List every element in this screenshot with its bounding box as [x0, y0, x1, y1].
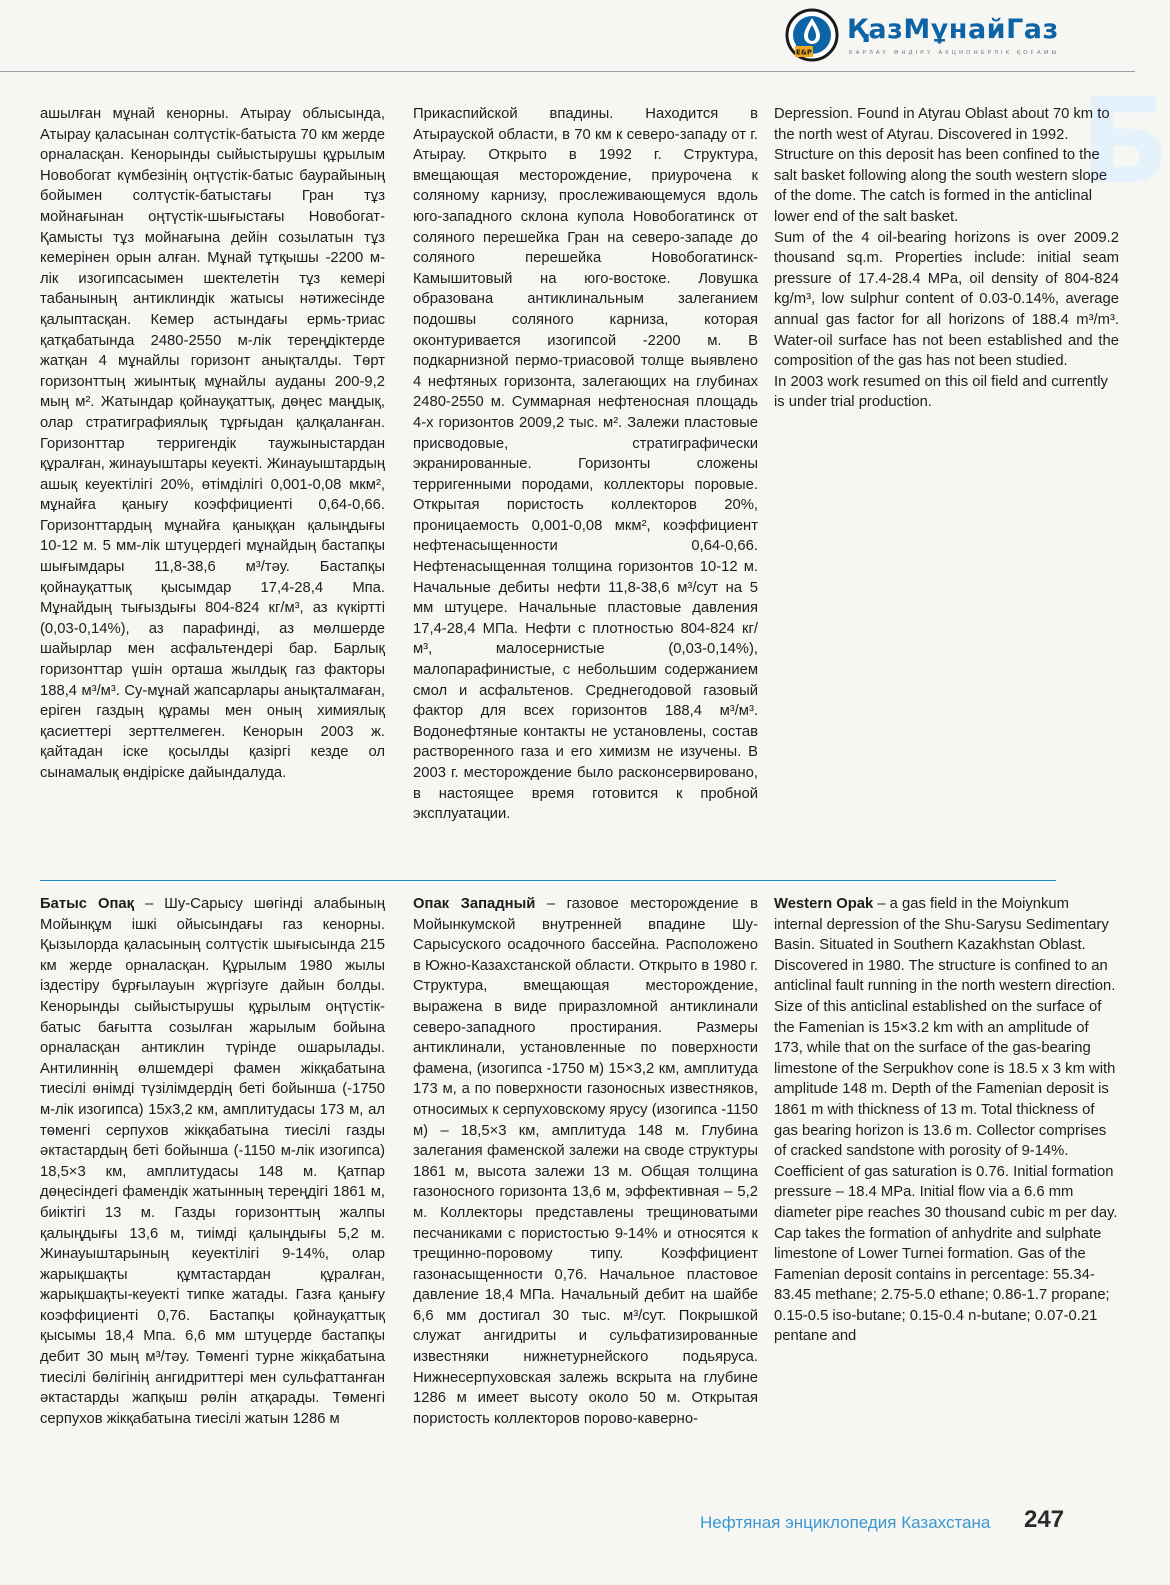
- english-paragraph-2: Sum of the 4 oil-bearing horizons is over 2009.2 thousand sq.m. Properties include: initial seam pressure of 17.4-28.4 MPa, oil density of 804-824 kg/m³, low sulphur content of 0.03-0.14%, average annual gas factor for all horizons of 188.4 m³/m³. Water-oil surface has not been established and the composition of the gas has not been studied.: [774, 229, 1119, 370]
- english-column-top: [774, 104, 1119, 413]
- kazakh-column-bottom: [40, 894, 385, 1429]
- russian-column-bottom: [413, 894, 758, 1429]
- kazakh-paragraph: ашылған мұнай кенорны. Атырау облысында, Атырау қаласынан солтүстік-батыста 70 км жерде орналасқан. Кенорынды сыйыстырушы құрылым Новобогат күмбезінің оңтүстік-батыс баурайының бойымен солтүстік-батыстағы Гран тұз мойнағынан оңтүстік-шығыстағы Новобогат-Қамысты тұз мойнағына дейін созылатын тұз кемерінен орын алған. Мұнай тұтқышы -2200 м-лік изогипсасымен шектелетін тұз кемері табанының антиклиндік жатысы нәтижесінде қалыптасқан. Кемер астындағы ермь-триас қатқабатында 2480-2550 м-лік тереңдіктерде жатқан 4 мұнайлы горизонт анықталды. Төрт горизонттың жиынтық мұнайлы ауданы 200-9,2 мың м². Жатындар қойнауқаттық, дөңес маңдық, олар стратиграфиялық тұрғыдан қалқаланған. Горизонттар терригендік таужыныстардан құралған, жинауыштары кеуекті. Жинауыштардың ашық кеуектілігі 20%, өтімділігі 0,001-0,08 мкм², мұнайға қанығу коэффициенті 0,64-0,66. Горизонттардың мұнайға қаныққан қалыңдығы 10-12 м. 5 мм-лік штуцердегі мұнайдың бастапқы шығымдары 11,8-38,6 м³/тәу. Бастапқы қойнауқаттық қысымдар 17,4-28,4 Мпа. Мұнайдың тығыздығы 804-824 кг/м³, аз күкіртті (0,03-0,14%), аз парафинді, аз мөлшерде шайырлар мен асфальтендері бар. Барлық горизонттар үшін орташа жылдық газ факторы 188,4 м³/м³. Су-мұнай жапсарлары анықталмаған, еріген газдың құрамы мен оның химиялық қасиеттері зерттелмеген. Кенорын 2003 ж. қайтадан іске қосылды қазіргі кезде ол сынамалық өндіріске дайындалуда.: [40, 106, 385, 781]
- company-logo: [785, 6, 1070, 68]
- entry-text: – a gas field in the Moiynkum internal depression of the Shu-Sarysu Sedimentary Basin. Situated in Southern Kazakhstan Oblast. Discovered in 1980. The structure is confined to an anticlinal fault running in the north western direction. Size of this anticlinal established on the surface of the Famenian is 15×3.2 km with an amplitude of 173, while that on the surface of the gas-bearing limestone of the Serpukhov cone is 18.5 x 3 km with amplitude 148 m. Depth of the Famenian deposit is 1861 m with thickness of 13 m. Total thickness of gas bearing horizon is 13.6 m. Collector comprises of cracked sandstone with porosity of 9-14%. Coefficient of gas saturation is 0.76. Initial formation pressure – 18.4 MPa. Initial flow via a 6.6 mm diameter pipe reaches 30 thousand cubic m per day. Cap takes the formation of anhydrite and sulphate limestone of Lower Turnei formation. Gas of the Famenian deposit contains in percentage: 55.34-83.45 methane; 2.75-5.0 ethane; 0.86-1.7 propane; 0.15-0.5 iso-butane; 0.15-0.4 n-butane; 0.07-0.21 pentane and: [774, 896, 1118, 1345]
- english-paragraph-1: Depression. Found in Atyrau Oblast about 70 km to the north west of Atyrau. Discovered in 1992. Structure on this deposit has been confined to the salt basket following along the south western slope of the dome. The catch is formed in the anticlinal lower end of the salt basket.: [774, 106, 1110, 225]
- entry-term: Батыс Опақ: [40, 896, 135, 912]
- page-number: 247: [1024, 1506, 1065, 1533]
- russian-entry: [413, 894, 758, 1429]
- section-divider: [40, 880, 1056, 881]
- logo-emblem-icon: [785, 8, 839, 62]
- footer-title: Нефтяная энциклопедия Казахстана: [700, 1513, 991, 1532]
- section-letter: Б: [1080, 72, 1170, 210]
- english-paragraph-3: In 2003 work resumed on this oil field and currently is under trial production.: [774, 373, 1108, 411]
- english-entry: [774, 894, 1119, 1347]
- russian-paragraph: Прикаспийской впадины. Находится в Атырауской области, в 70 км к северо-западу от г. Атырау. Открыто в 1992 г. Структура, вмещающая месторождение, приурочена к соляному карнизу, прослеживающемуся вдоль юго-западного склона купола Новобогатинск от соляного перешейка Гран на северо-западе до соляного перешейка Новобогатинск-Камышитовый на юго-востоке. Ловушка образована антиклинальным залеганием подошвы соляного карниза, которая оконтуривается изогипсой -2200 м. В подкарнизной пермо-триасовой толще выявлено 4 нефтяных горизонта, залегающих на глубинах 2480-2550 м. Суммарная нефтеносная площадь 4-х горизонтов 2009,2 тыс. м². Залежи пластовые присводовые, стратиграфически экранированные. Горизонты сложены терригенными породами, коллекторы поровые. Открытая пористость коллекторов 20%, проницаемость 0,001-0,08 мкм², коэффициент нефтенасыщенности 0,64-0,66. Нефтенасыщенная толщина горизонтов 10-12 м. Начальные дебиты нефти 11,8-38,6 м³/сут на 5 мм штуцере. Начальные пластовые давления 17,4-28,4 МПа. Нефти с плотностью 804-824 кг/м³, малосернистые (0,03-0,14%), малопарафинистые, с небольшим содержанием смол и асфальтенов. Среднегодовой газовый фактор для всех горизонтов 188,4 м³/м³. Водонефтяные контакты не установлены, состав растворенного газа и его химизм не изучены. В 2003 г. месторождение было расконсервировано, в настоящее время готовится к пробной эксплуатации.: [413, 106, 758, 823]
- entry-text: – газовое месторождение в Мойынкумской внутренней впадине Шу-Сарысуского осадочного бассейна. Расположено в Южно-Казахстанской области. Открыто в 1980 г. Структура, вмещающая месторождение, выражена в виде приразломной антиклинали северо-западного простирания. Размеры антиклинали, установленные по поверхности фамена, (изогипса -1750 м) 15×3,2 км, амплитуда 173 м, а по поверхности газоносных известняков, относимых к серпуховскому ярусу (изогипса -1150 м) – 18,5×3 км, амплитуда 148 м. Глубина залегания фаменской залежи на своде структуры 1861 м, высота залежи 13 м. Общая толщина газоносного горизонта 13,6 м, эффективная – 5,2 м. Коллекторы представлены трещиноватыми песчаниками с пористостью 9-14% и относятся к трещинно-поровому типу. Коэффициент газонасыщенности 0,76. Начальное пластовое давление 18,4 МПа. Начальный дебит на шайбе 6,6 мм достигал 30 тыс. м³/сут. Покрышкой служат ангидриты и сульфатизированные известняки нижнетурнейского подьяруса. Нижнесерпуховская залежь вскрыта на глубине 1286 м имеет высоту около 50 м. Открытая пористость коллекторов порово-каверно-: [413, 896, 759, 1427]
- kazakh-column-top: [40, 104, 385, 784]
- russian-column-top: [413, 104, 758, 825]
- logo-tagline: БАРЛАУ ӨНДІРУ АКЦИОНЕРЛІК ҚОҒАМЫ: [849, 50, 1060, 56]
- entry-text: – Шу-Сарысу шөгінді алабының Мойынқұм ішкі ойысындағы газ кенорны. Қызылорда қаласының солтүстік шығысында 215 км жерде орналасқан. Құрылым 1980 жылы іздестіру бұрғылауын жүргізуге дайын болды. Кенорынды сыйыстырушы құрылым оңтүстік-батыс бағытта созылған жарылым бойына орналасқан антиклин түрінде ошарылады. Антилиннің өлшемдері фамен жікқабатына тиесілі өнімді түзілімдердің беті бойынша (-1750 м-лік изогипса) 15х3,2 км, амплитудасы 173 м, ал төменгі серпухов жікқабатына тиесілі газды әктастардың беті бойынша (-1150 м-лік изогипса) 18,5×3 км, амплитудасы 148 м. Қатпар дөңесіндегі фамендік жатынның тереңдігі 1861 м, биіктігі 13 м. Газды горизонттың жалпы қалыңдығы 13,6 м, тиімді қалыңдығы 5,2 м. Жинауыштарының кеуектілігі 9-14%, олар жарықшақты құмтастардан құралған, жарықшақты-кеуекті типке жатады. Газға қанығу коэффициенті 0,76. Бастапқы қойнауқаттық қысымы 18,4 Мпа. 6,6 мм штуцерде бастапқы дебит 30 мың м³/тәу. Төменгі турне жікқабатына тиесілі бөлігінің ангидриттері мен сульфаттанған әктастарды жапқыш рөлін атқарады. Төменгі серпухов жікқабатына тиесілі жатын 1286 м: [40, 896, 385, 1427]
- logo-wordmark: ҚазМұнайГаз: [847, 14, 1059, 45]
- entry-term: Опак Западный: [413, 896, 536, 912]
- logo-emblem-text: E&P: [795, 48, 813, 57]
- entry-term: Western Opak: [774, 896, 874, 912]
- kazakh-entry: [40, 894, 385, 1429]
- english-column-bottom: [774, 894, 1119, 1347]
- header-rule: [0, 71, 1135, 72]
